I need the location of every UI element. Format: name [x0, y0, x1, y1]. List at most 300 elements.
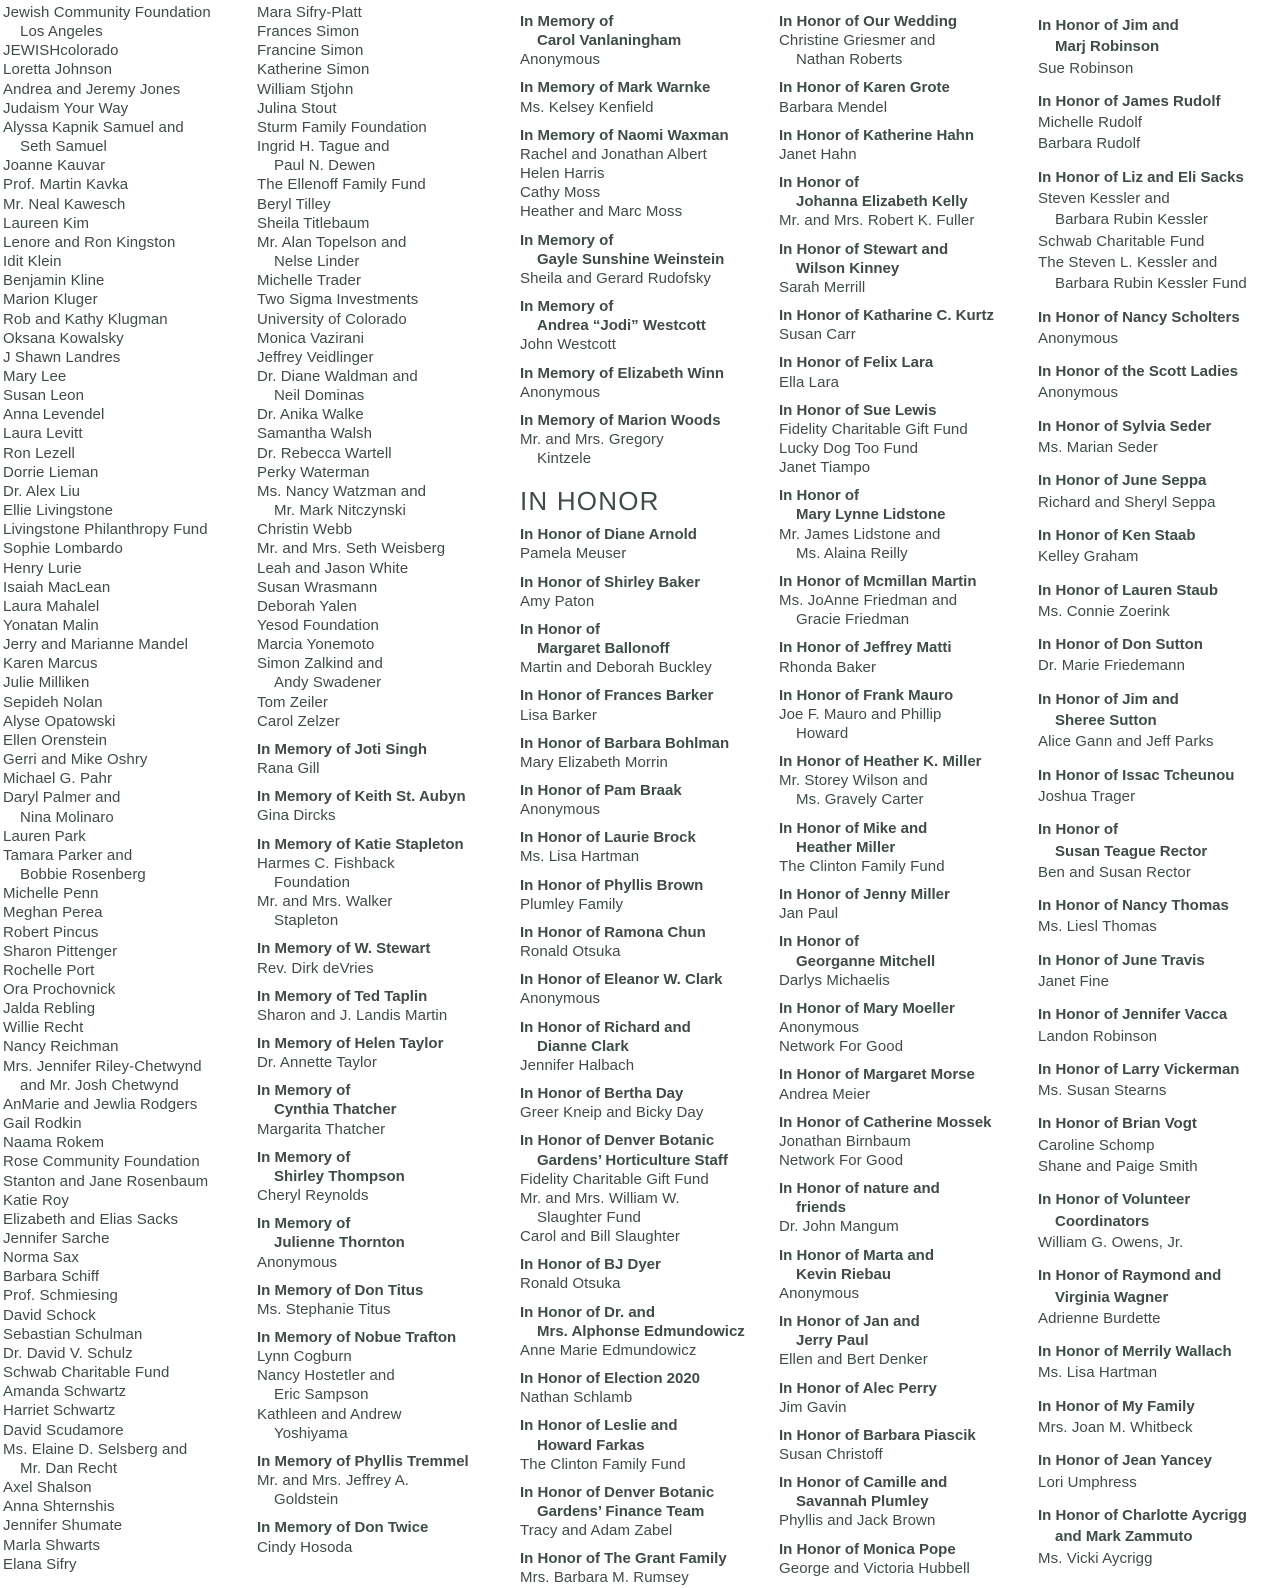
donor-name-line: Ellen Orenstein: [3, 731, 108, 749]
donor-name-line: Eric Sampson: [274, 1386, 369, 1404]
tribute-entry: [1038, 15, 1262, 79]
tribute-header-line: Julienne Thornton: [274, 1234, 405, 1252]
donor-name-line: Elizabeth and Elias Sacks: [3, 1210, 179, 1228]
tribute-entry: [779, 1540, 1038, 1578]
donor-name-line: Stanton and Jane Rosenbaum: [3, 1172, 209, 1190]
donor-name-line: Slaughter Fund: [537, 1208, 641, 1226]
tribute-header-line: In Honor of Charlotte Aycrigg: [1038, 1506, 1247, 1524]
donor-name-line: Prof. Schmiesing: [3, 1287, 118, 1305]
tribute-header-line: In Memory of Ted Taplin: [257, 987, 428, 1005]
tribute-header-line: Gayle Sunshine Weinstein: [537, 250, 725, 268]
donor-name-line: Seth Samuel: [20, 138, 107, 156]
donor-name-line: Anne Marie Edmundowicz: [520, 1341, 697, 1359]
donor-name-line: George and Victoria Hubbell: [779, 1559, 970, 1577]
tribute-header-line: In Honor of Election 2020: [520, 1370, 701, 1388]
donor-name-line: Yonatan Malin: [3, 617, 99, 634]
tribute-header-line: In Honor of Stewart and: [779, 240, 949, 258]
tribute-header-line: In Honor of Katherine Hahn: [779, 126, 974, 144]
donor-name-line: Barbara Schiff: [3, 1268, 100, 1286]
tribute-entry: [779, 638, 1038, 676]
donor-name-list: [257, 3, 520, 731]
tribute-entry: [1038, 1505, 1262, 1569]
tribute-header-line: In Honor of Jan and: [779, 1313, 920, 1331]
donor-name-line: Carol and Bill Slaughter: [520, 1228, 680, 1246]
donor-name-line: Amanda Schwartz: [3, 1383, 127, 1401]
donor-name-line: Lori Umphress: [1038, 1473, 1137, 1491]
donor-name-line: Kathleen and Andrew: [257, 1405, 402, 1423]
donor-name-list: [3, 3, 257, 1574]
donor-name-line: Anonymous: [520, 990, 601, 1008]
donor-name-line: Gina Dircks: [257, 807, 336, 825]
donor-name-line: Susan Christoff: [779, 1446, 883, 1463]
tribute-header-line: In Honor of Jim and: [1038, 690, 1179, 708]
donor-name-line: Helen Harris: [520, 165, 605, 183]
donor-name-line: Shane and Paige Smith: [1038, 1158, 1198, 1176]
donor-name-line: Andrea Meier: [779, 1085, 871, 1103]
donor-name-line: Anonymous: [779, 1284, 860, 1302]
tribute-header-line: Marj Robinson: [1055, 38, 1160, 56]
tribute-header-line: In Honor of Jean Yancey: [1038, 1452, 1212, 1470]
donor-name-line: David Schock: [3, 1306, 96, 1324]
tribute-entry: [779, 1179, 1038, 1236]
tribute-header-line: In Honor of Shirley Baker: [520, 573, 701, 591]
donor-name-line: Cheryl Reynolds: [257, 1187, 369, 1205]
tribute-header-line: In Memory of Don Twice: [257, 1519, 429, 1537]
donor-name-line: Sharon Pittenger: [3, 942, 118, 960]
tribute-entry: [520, 970, 779, 1008]
donor-name-line: Neil Dominas: [274, 387, 365, 405]
tribute-header-line: In Honor of Don Sutton: [1038, 636, 1203, 654]
donor-name-line: Andy Swadener: [274, 674, 382, 692]
donor-name-line: Pamela Meuser: [520, 545, 627, 563]
tribute-entry: [1038, 1265, 1262, 1329]
donor-name-line: Sue Robinson: [1038, 59, 1134, 77]
tribute-header-line: In Honor of Denver Botanic: [520, 1483, 715, 1501]
tribute-header-line: Andrea “Jodi” Westcott: [537, 317, 706, 335]
donor-name-line: Ben and Susan Rector: [1038, 863, 1191, 881]
tribute-header-line: In Honor of: [1038, 821, 1118, 839]
tribute-header-line: Virginia Wagner: [1055, 1288, 1169, 1306]
donor-name-line: Joshua Trager: [1038, 787, 1136, 805]
donor-name-line: Mr. and Mrs. Seth Weisberg: [257, 540, 446, 558]
tribute-header-line: In Honor of James Rudolf: [1038, 92, 1221, 110]
donor-name-line: The Clinton Family Fund: [779, 857, 945, 875]
tribute-entry: [520, 364, 779, 402]
donor-name-line: Julie Milliken: [3, 674, 90, 692]
tribute-header-line: Carol Vanlaningham: [537, 32, 682, 50]
tribute-header-line: Coordinators: [1055, 1212, 1150, 1230]
donor-name-line: Mr. and Mrs. Gregory: [520, 430, 664, 448]
donor-name-line: Phyllis and Jack Brown: [779, 1512, 936, 1530]
tribute-header-line: In Honor of Issac Tcheunou: [1038, 766, 1235, 784]
donor-name-line: Julina Stout: [257, 99, 337, 117]
tribute-header-line: Cynthia Thatcher: [274, 1101, 397, 1119]
tribute-header-line: In Honor of June Travis: [1038, 951, 1205, 969]
donor-name-line: Ms. Alaina Reilly: [796, 544, 908, 562]
tribute-entry: [779, 486, 1038, 563]
tribute-header-line: In Honor of Leslie and: [520, 1417, 678, 1435]
donor-name-line: Marion Kluger: [3, 291, 98, 309]
donor-name-line: Simon Zalkind and: [257, 655, 383, 673]
donor-name-line: Henry Lurie: [3, 559, 82, 577]
donor-name-line: Mrs. Barbara M. Rumsey: [520, 1569, 689, 1587]
tribute-header-line: In Honor of Barbara Bohlman: [520, 734, 730, 752]
tribute-entry: [779, 819, 1038, 876]
tribute-entry: [520, 1255, 779, 1293]
tribute-entry: [257, 1518, 520, 1556]
tribute-entry: [779, 1426, 1038, 1464]
tribute-entry: [520, 781, 779, 819]
donor-name-line: Karen Marcus: [3, 655, 98, 673]
tribute-header-line: In Honor of: [520, 620, 600, 638]
donor-name-line: Nina Molinaro: [20, 808, 114, 826]
donor-name-line: Sharon and J. Landis Martin: [257, 1006, 448, 1024]
tribute-header-line: In Memory of Nobue Trafton: [257, 1329, 457, 1346]
tribute-header-line: In Honor of BJ Dyer: [520, 1256, 661, 1274]
column-4: [779, 3, 1038, 1578]
donor-name-line: Mr. Storey Wilson and: [779, 772, 928, 790]
tribute-entry: [257, 939, 520, 977]
tribute-entry: [779, 126, 1038, 164]
tribute-entry: [520, 1483, 779, 1540]
tribute-header-line: In Honor of Brian Vogt: [1038, 1115, 1197, 1133]
tribute-header-line: In Memory of: [257, 1148, 351, 1166]
donor-name-line: Nathan Roberts: [796, 51, 903, 69]
donor-name-line: Howard: [796, 725, 849, 742]
donor-name-line: Nelse Linder: [274, 253, 360, 271]
donor-name-line: Loretta Johnson: [3, 61, 113, 79]
donor-name-line: Yoshiyama: [274, 1424, 348, 1442]
donor-name-line: Katherine Simon: [257, 61, 370, 79]
donor-name-line: Ingrid H. Tague and: [257, 138, 390, 156]
donor-name-line: Willie Recht: [3, 1019, 84, 1037]
donor-name-line: Jennifer Halbach: [520, 1056, 635, 1074]
donor-name-line: Laureen Kim: [3, 214, 90, 232]
tribute-header-line: In Honor of Marta and: [779, 1246, 934, 1264]
donor-name-line: Mr. Dan Recht: [20, 1459, 118, 1477]
donor-name-line: Ms. Liesl Thomas: [1038, 918, 1157, 936]
tribute-entry: [779, 353, 1038, 391]
donor-name-line: Susan Carr: [779, 326, 856, 344]
tribute-header-line: Sheree Sutton: [1055, 712, 1157, 730]
tribute-header-line: Jerry Paul: [796, 1332, 869, 1350]
tribute-header-line: In Honor of Nancy Scholters: [1038, 308, 1240, 326]
donor-name-line: Oksana Kowalsky: [3, 329, 124, 347]
donor-name-line: Anonymous: [779, 1019, 860, 1037]
donor-name-line: Sepideh Nolan: [3, 693, 103, 711]
donor-name-line: Dr. Alex Liu: [3, 482, 81, 500]
tribute-entry: [257, 1281, 520, 1319]
tribute-header-line: In Memory of: [520, 13, 614, 30]
tribute-entry: [779, 12, 1038, 69]
donor-name-line: Lynn Cogburn: [257, 1348, 352, 1366]
donor-name-line: Janet Fine: [1038, 972, 1110, 990]
donor-name-line: Cindy Hosoda: [257, 1538, 353, 1556]
tribute-header-line: In Honor of Ken Staab: [1038, 526, 1196, 544]
tribute-entry: [779, 401, 1038, 478]
donor-name-line: Barbara Rubin Kessler Fund: [1055, 275, 1247, 293]
tribute-entry: [1038, 1004, 1262, 1047]
donor-name-line: Harmes C. Fishback: [257, 854, 395, 872]
tribute-header-line: Gardens’ Finance Team: [537, 1503, 705, 1520]
tribute-header-line: In Honor of Bertha Day: [520, 1085, 684, 1103]
column-1: [3, 3, 257, 1574]
donor-name-line: Network For Good: [779, 1038, 904, 1056]
donor-name-line: John Westcott: [520, 336, 617, 354]
tribute-header-line: In Honor of Karen Grote: [779, 79, 950, 97]
donor-name-line: Elana Sifry: [3, 1555, 77, 1573]
tribute-header-line: In Honor of Ramona Chun: [520, 923, 706, 941]
donor-name-line: Tamara Parker and: [3, 846, 133, 864]
tribute-entry: [520, 573, 779, 611]
tribute-entry: [520, 1131, 779, 1246]
donor-name-line: Mara Sifry-Platt: [257, 4, 362, 21]
tribute-header-line: and Mark Zammuto: [1055, 1528, 1193, 1546]
tribute-header-line: In Honor of Camille and: [779, 1474, 948, 1492]
tribute-header-line: In Honor of Mcmillan Martin: [779, 572, 977, 590]
column-5: [1038, 3, 1262, 1569]
tribute-header-line: In Honor of Diane Arnold: [520, 526, 697, 544]
tribute-header-line: In Honor of Phyllis Brown: [520, 876, 704, 894]
tribute-entry: [1038, 1396, 1262, 1439]
donor-name-line: Laura Mahalel: [3, 597, 100, 615]
tribute-entry: [1038, 634, 1262, 677]
tribute-header-line: In Honor of Jeffrey Matti: [779, 639, 952, 657]
donor-name-line: Anonymous: [1038, 329, 1119, 347]
donor-name-line: Christin Webb: [257, 521, 353, 539]
tribute-entry: [1038, 895, 1262, 938]
tribute-entry: [520, 231, 779, 288]
donor-name-line: Ms. Gravely Carter: [796, 791, 924, 809]
donor-name-line: Joanne Kauvar: [3, 157, 106, 175]
tribute-entry: [1038, 361, 1262, 404]
tribute-header-line: In Memory of: [257, 1215, 351, 1233]
donor-name-line: Rob and Kathy Klugman: [3, 310, 168, 328]
donor-name-line: Mr. James Lidstone and: [779, 525, 941, 543]
donor-name-line: Ms. Lisa Hartman: [520, 848, 640, 866]
donor-name-line: Richard and Sheryl Seppa: [1038, 493, 1216, 511]
donor-name-line: Dr. Marie Friedemann: [1038, 657, 1186, 675]
donor-name-line: Daryl Palmer and: [3, 789, 121, 807]
donor-name-line: Ellen and Bert Denker: [779, 1351, 928, 1369]
donor-name-line: Fidelity Charitable Gift Fund: [520, 1170, 709, 1188]
donor-name-line: Network For Good: [779, 1151, 904, 1169]
donor-name-line: Benjamin Kline: [3, 272, 105, 290]
tribute-entry: [1038, 689, 1262, 753]
tribute-entry: [520, 1369, 779, 1407]
tribute-entry: [779, 932, 1038, 989]
tribute-entry: [1038, 91, 1262, 155]
donor-name-line: Ms. Stephanie Titus: [257, 1300, 391, 1318]
donor-name-line: Barbara Rudolf: [1038, 135, 1141, 153]
donor-name-line: Francine Simon: [257, 42, 364, 60]
donor-name-line: David Scudamore: [3, 1421, 124, 1439]
donor-name-line: Rose Community Foundation: [3, 1153, 200, 1171]
tribute-entry: [520, 1549, 779, 1587]
donor-name-line: Mr. and Mrs. William W.: [520, 1189, 680, 1207]
tribute-header-line: Dianne Clark: [537, 1037, 629, 1055]
tribute-header-line: In Honor of Margaret Morse: [779, 1066, 975, 1084]
tribute-entry: [779, 572, 1038, 629]
donor-name-line: Alyse Opatowski: [3, 712, 116, 730]
tribute-header-line: In Honor of Liz and Eli Sacks: [1038, 168, 1244, 186]
tribute-header-line: In Honor of Lauren Staub: [1038, 581, 1218, 599]
donor-name-line: Idit Klein: [3, 253, 62, 271]
donor-name-line: Tracy and Adam Zabel: [520, 1522, 673, 1540]
donor-name-line: Anonymous: [520, 801, 601, 819]
tribute-header-line: In Memory of Naomi Waxman: [520, 126, 729, 144]
tribute-header-line: In Honor of Nancy Thomas: [1038, 897, 1229, 915]
tribute-entry: [257, 740, 520, 778]
tribute-header-line: Johanna Elizabeth Kelly: [796, 193, 968, 211]
tribute-entry: [779, 240, 1038, 297]
tribute-entry: [779, 752, 1038, 809]
tribute-header-line: In Honor of Dr. and: [520, 1303, 655, 1321]
donor-name-line: Dr. Annette Taylor: [257, 1054, 377, 1072]
donor-name-line: Ms. JoAnne Friedman and: [779, 592, 958, 610]
donor-name-line: Frances Simon: [257, 23, 360, 41]
donor-name-line: J Shawn Landres: [3, 348, 121, 366]
tribute-entry: [520, 734, 779, 772]
donor-name-line: Lauren Park: [3, 827, 86, 845]
donor-name-line: Dr. Diane Waldman and: [257, 367, 418, 385]
tribute-header-line: Howard Farkas: [537, 1436, 645, 1454]
donor-name-line: Anonymous: [520, 51, 601, 69]
tribute-header-line: In Honor of Monica Pope: [779, 1540, 956, 1558]
donor-name-line: Sheila and Gerard Rudofsky: [520, 269, 712, 287]
tribute-header-line: In Honor of Our Wedding: [779, 13, 958, 30]
tribute-entry: [257, 1214, 520, 1271]
tribute-entry: [520, 525, 779, 563]
donor-name-line: and Mr. Josh Chetwynd: [20, 1076, 179, 1094]
donor-name-line: University of Colorado: [257, 310, 407, 328]
tribute-entry: [257, 987, 520, 1025]
donor-name-line: Mrs. Joan M. Whitbeck: [1038, 1419, 1193, 1437]
donor-name-line: Anna Shternshis: [3, 1498, 115, 1516]
donor-name-line: Schwab Charitable Fund: [3, 1364, 170, 1382]
tribute-entry: [779, 1113, 1038, 1170]
donor-name-line: Ora Prochovnick: [3, 980, 116, 998]
donor-name-line: Robert Pincus: [3, 923, 99, 941]
donor-name-line: Marla Shwarts: [3, 1536, 101, 1554]
donor-name-line: Axel Shalson: [3, 1479, 92, 1497]
tribute-entry: [779, 306, 1038, 344]
donor-name-line: Rana Gill: [257, 760, 320, 778]
tribute-header-line: In Memory of Phyllis Tremmel: [257, 1452, 469, 1470]
tribute-header-line: In Memory of Helen Taylor: [257, 1034, 444, 1052]
tribute-entry: [779, 999, 1038, 1056]
donor-name-line: Jewish Community Foundation: [3, 4, 211, 21]
donor-name-line: Michelle Penn: [3, 885, 99, 903]
tribute-entry: [520, 297, 779, 354]
tribute-header-line: In Honor of Volunteer: [1038, 1191, 1191, 1209]
tribute-header-line: Susan Teague Rector: [1055, 842, 1208, 860]
donor-name-line: Ms. Kelsey Kenfield: [520, 98, 654, 116]
tribute-header-line: In Honor of Mike and: [779, 819, 928, 837]
tribute-header-line: In Honor of June Seppa: [1038, 472, 1207, 490]
tribute-entry: [1038, 416, 1262, 459]
tribute-entry: [1038, 950, 1262, 993]
donor-name-line: Sarah Merrill: [779, 278, 866, 296]
donor-name-line: Caroline Schomp: [1038, 1136, 1155, 1154]
tribute-header-line: In Memory of Elizabeth Winn: [520, 364, 725, 382]
donor-name-line: Bobbie Rosenberg: [20, 866, 146, 884]
tribute-entry: [1038, 580, 1262, 623]
tribute-header-line: In Honor of Alec Perry: [779, 1379, 937, 1397]
tribute-entry: [257, 1148, 520, 1205]
donor-name-line: Cathy Moss: [520, 184, 601, 202]
donor-name-line: Andrea and Jeremy Jones: [3, 80, 181, 98]
tribute-entry: [520, 1084, 779, 1122]
tribute-header-line: In Honor of Felix Lara: [779, 354, 934, 372]
donor-name-line: Sophie Lombardo: [3, 540, 123, 558]
donor-name-line: Michelle Trader: [257, 272, 362, 290]
tribute-header-line: In Honor of Sue Lewis: [779, 401, 937, 419]
donor-name-line: Laura Levitt: [3, 425, 83, 443]
donor-name-line: Landon Robinson: [1038, 1027, 1158, 1045]
donor-name-line: Paul N. Dewen: [274, 157, 376, 175]
donor-name-line: Lucky Dog Too Fund: [779, 439, 919, 457]
tribute-entry: [257, 1328, 520, 1443]
tribute-entry: [520, 686, 779, 724]
tribute-header-line: In Honor of Jenny Miller: [779, 886, 950, 904]
tribute-entry: [257, 1034, 520, 1072]
donor-name-line: Nathan Schlamb: [520, 1389, 633, 1407]
tribute-header-line: In Memory of: [520, 231, 614, 249]
donor-name-line: Anonymous: [1038, 384, 1119, 402]
donor-name-line: Dr. Anika Walke: [257, 406, 364, 424]
tribute-header-line: Kevin Riebau: [796, 1265, 892, 1283]
donor-name-line: Nancy Hostetler and: [257, 1367, 395, 1385]
donor-name-line: Ms. Connie Zoerink: [1038, 602, 1170, 620]
tribute-header-line: In Honor of Richard and: [520, 1018, 691, 1036]
donor-name-line: Samantha Walsh: [257, 425, 373, 443]
tribute-entry: [1038, 1450, 1262, 1493]
donor-name-line: Carol Zelzer: [257, 712, 340, 730]
tribute-entry: [257, 1081, 520, 1138]
tribute-entry: [1038, 819, 1262, 883]
donor-name-line: Meghan Perea: [3, 904, 103, 922]
donor-name-line: Gracie Friedman: [796, 611, 910, 629]
tribute-header-line: In Honor of Sylvia Seder: [1038, 417, 1212, 435]
donor-name-line: Beryl Tilley: [257, 195, 331, 213]
donor-name-line: Mr. Alan Topelson and: [257, 233, 407, 251]
donor-name-line: Fidelity Charitable Gift Fund: [779, 420, 968, 438]
tribute-header-line: In Honor of Frank Mauro: [779, 686, 954, 704]
donor-name-line: Mr. Neal Kawesch: [3, 195, 126, 213]
tribute-header-line: Savannah Plumley: [796, 1493, 929, 1511]
donor-name-line: Los Angeles: [20, 23, 103, 41]
donor-name-line: Tom Zeiler: [257, 693, 329, 711]
donor-name-line: Lenore and Ron Kingston: [3, 233, 176, 251]
tribute-entry: [1038, 765, 1262, 808]
donor-name-line: William G. Owens, Jr.: [1038, 1233, 1184, 1251]
tribute-header-line: In Memory of: [257, 1082, 351, 1100]
tribute-header-line: In Honor of Barbara Piascik: [779, 1426, 976, 1444]
tribute-header-line: Mrs. Alphonse Edmundowicz: [537, 1322, 745, 1340]
tribute-entry: [520, 620, 779, 677]
tribute-entry: [1038, 1059, 1262, 1102]
donor-name-line: Dr. Rebecca Wartell: [257, 444, 392, 462]
donor-name-line: Jerry and Marianne Mandel: [3, 636, 189, 654]
donor-name-line: Norma Sax: [3, 1249, 79, 1267]
donor-name-line: Margarita Thatcher: [257, 1120, 386, 1138]
donor-name-line: Amy Paton: [520, 592, 595, 610]
donor-name-line: Greer Kneip and Bicky Day: [520, 1104, 704, 1122]
tribute-entry: [257, 1452, 520, 1509]
donor-name-line: Joe F. Mauro and Phillip: [779, 705, 942, 723]
tribute-header-line: In Honor of Catherine Mossek: [779, 1113, 992, 1131]
